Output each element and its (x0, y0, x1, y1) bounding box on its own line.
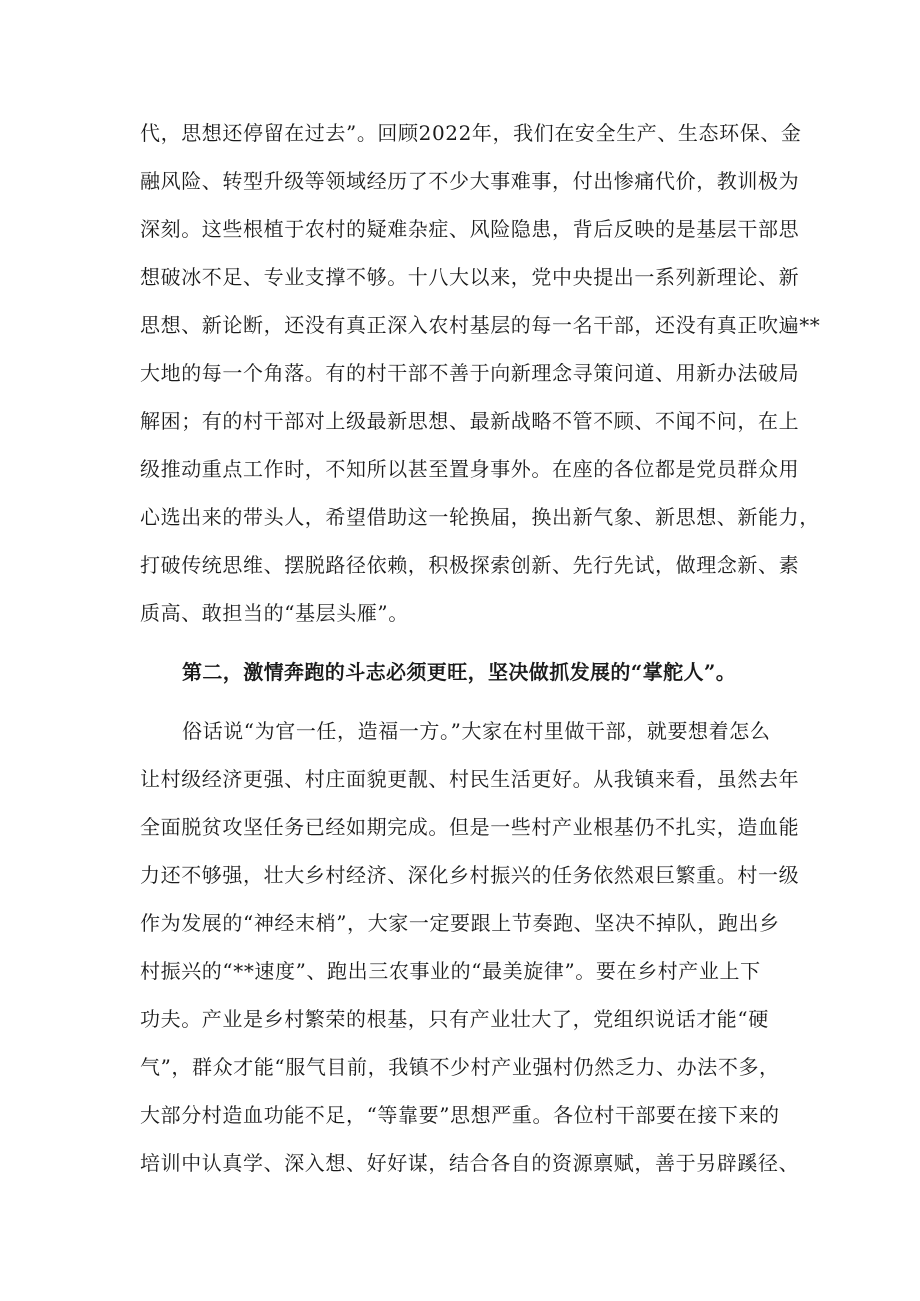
paragraph2-line: 力还不够强，壮大乡村经济、深化乡村振兴的任务依然艰巨繁重。村一级 (140, 863, 800, 887)
paragraph1-line: 融风险、转型升级等领域经历了不少大事难事，付出惨痛代价，教训极为 (140, 169, 800, 193)
paragraph1-line: 打破传统思维、摆脱路径依赖，积极探索创新、先行先试，做理念新、素 (140, 553, 800, 577)
paragraph1-line: 大地的每一个角落。有的村干部不善于向新理念寻策问道、用新办法破局 (140, 361, 800, 385)
paragraph2-line: 全面脱贫攻坚任务已经如期完成。但是一些村产业根基仍不扎实，造血能 (140, 815, 800, 839)
paragraph1-line: 解困；有的村干部对上级最新思想、最新战略不管不顾、不闻不问，在上 (140, 409, 800, 433)
paragraph2-line: 村振兴的“**速度”、跑出三农事业的“最美旋律”。要在乡村产业上下 (140, 959, 761, 983)
section-heading: 第二，激情奔跑的斗志必须更旺，坚决做抓发展的“掌舵人”。 (182, 660, 737, 684)
paragraph2-line: 作为发展的“神经末梢”，大家一定要跟上节奏跑、坚决不掉队，跑出乡 (140, 911, 780, 935)
paragraph2-line: 俗话说“为官一任，造福一方。”大家在村里做干部，就要想着怎么 (182, 719, 771, 743)
paragraph2-line: 大部分村造血功能不足，“等靠要”思想严重。各位村干部要在接下来的 (140, 1103, 780, 1127)
paragraph2-line: 功夫。产业是乡村繁荣的根基，只有产业壮大了，党组织说话才能“硬 (140, 1007, 769, 1031)
paragraph1-line: 代，思想还停留在过去”。回顾2022年，我们在安全生产、生态环保、金 (140, 121, 802, 145)
paragraph2-line: 培训中认真学、深入想、好好谋，结合各自的资源禀赋，善于另辟蹊径、 (140, 1151, 800, 1175)
paragraph1-line: 思想、新论断，还没有真正深入农村基层的每一名干部，还没有真正吹遍** (140, 313, 821, 337)
paragraph2-line: 气”，群众才能“服气目前，我镇不少村产业强村仍然乏力、办法不多， (140, 1055, 780, 1079)
paragraph1-line: 质高、敢担当的“基层头雁”。 (140, 601, 409, 625)
paragraph1-line: 想破冰不足、专业支撑不够。十八大以来，党中央提出一系列新理论、新 (140, 265, 800, 289)
paragraph1-line: 心选出来的带头人，希望借助这一轮换届，换出新气象、新思想、新能力， (140, 505, 820, 529)
paragraph2-line: 让村级经济更强、村庄面貌更靓、村民生活更好。从我镇来看，虽然去年 (140, 767, 800, 791)
paragraph1-line: 级推动重点工作时，不知所以甚至置身事外。在座的各位都是党员群众用 (140, 457, 800, 481)
paragraph1-line: 深刻。这些根植于农村的疑难杂症、风险隐患，背后反映的是基层干部思 (140, 217, 800, 241)
